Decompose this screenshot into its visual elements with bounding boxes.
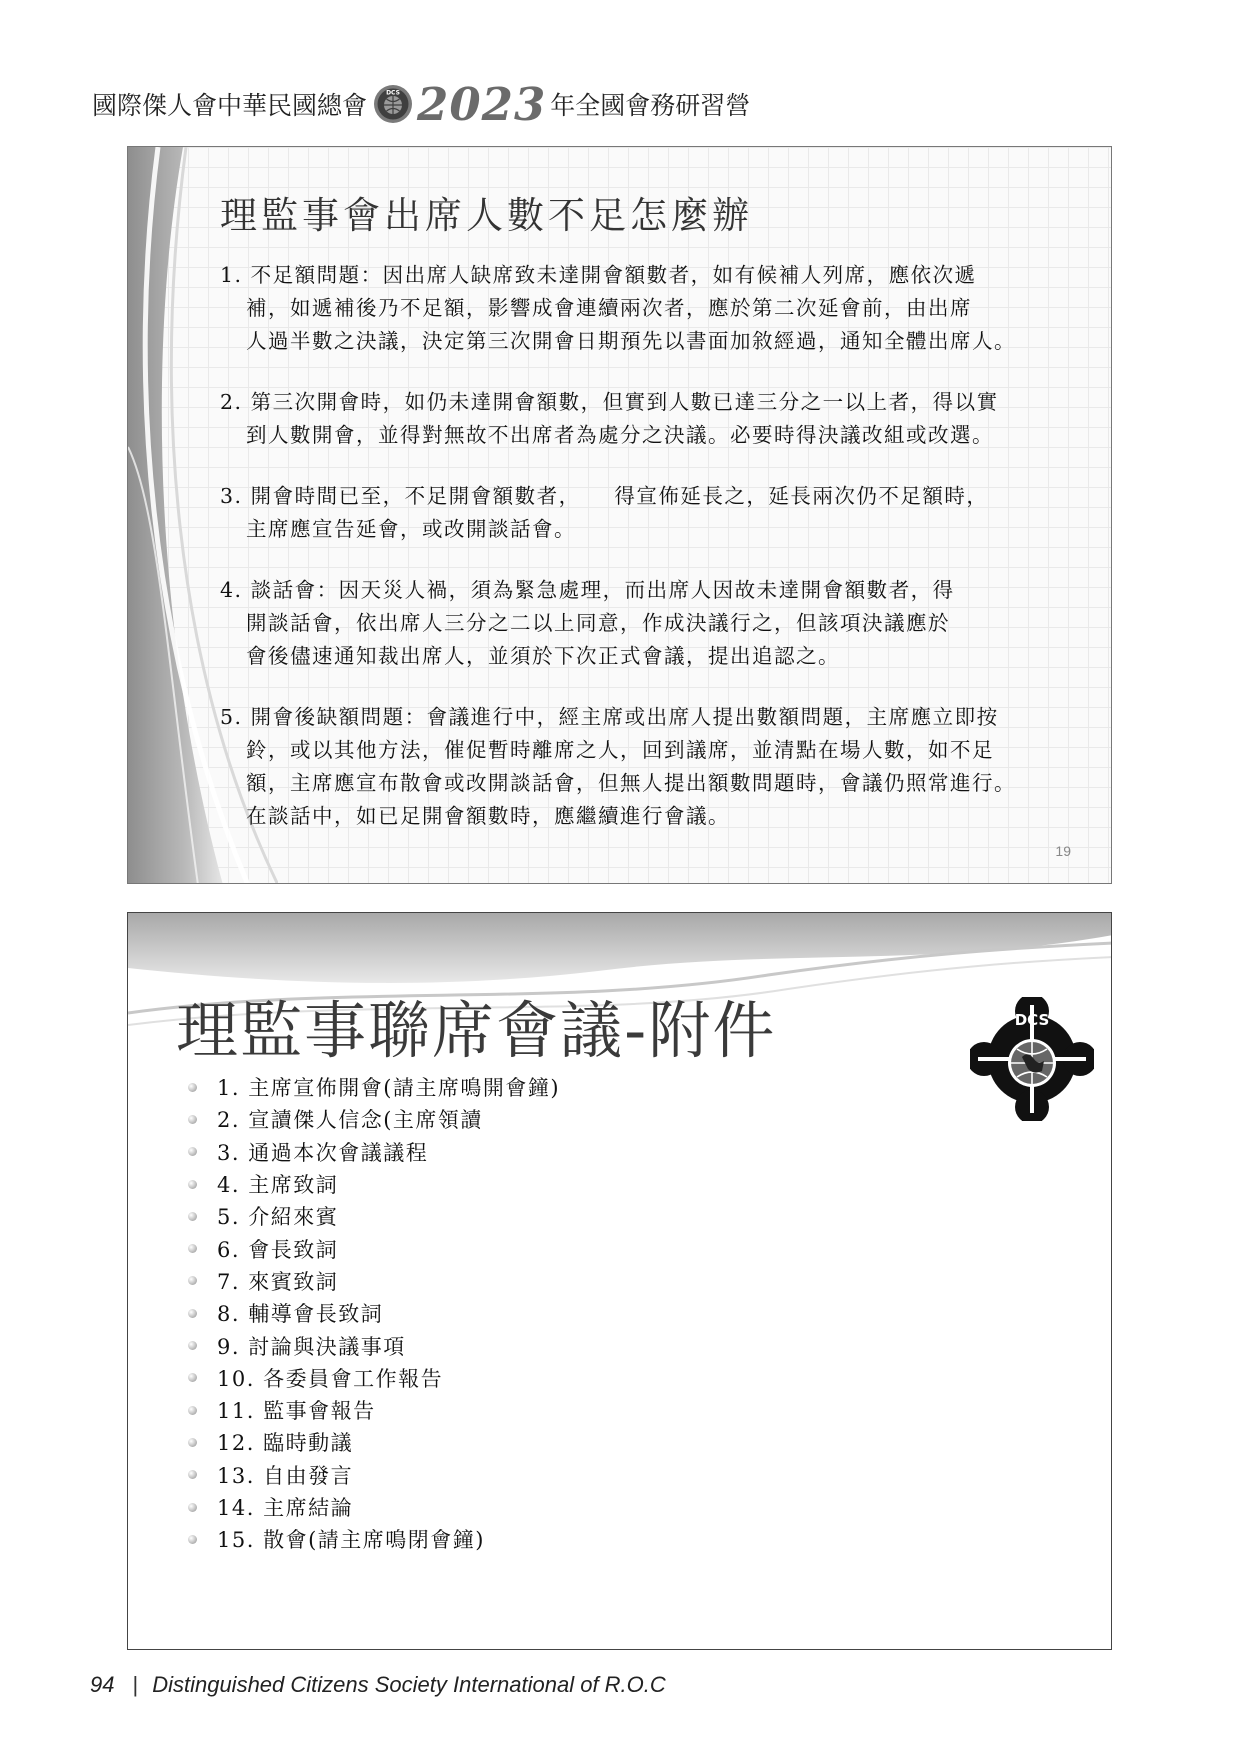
rule-line: 鈴，或以其他方法，催促暫時離席之人，回到議席，並清點在場人數，如不足 <box>246 738 994 762</box>
agenda-item-text: 10. 各委員會工作報告 <box>217 1366 444 1391</box>
bullet-icon <box>188 1115 197 1124</box>
bullet-icon <box>188 1438 197 1447</box>
bullet-icon <box>188 1180 197 1189</box>
slide-quorum-rules <box>127 146 1112 884</box>
list-item <box>220 574 1090 673</box>
bullet-icon <box>188 1147 197 1156</box>
slide-joint-meeting-agenda <box>127 912 1112 1650</box>
agenda-item-text: 15. 散會(請主席鳴閉會鐘) <box>217 1528 485 1553</box>
rule-line: 會後儘速通知裁出席人，並須於下次正式會議，提出追認之。 <box>246 644 840 668</box>
list-item <box>188 1523 560 1555</box>
list-item <box>188 1426 560 1458</box>
list-item <box>188 1136 560 1168</box>
rule-line: 額，主席應宣布散會或改開談話會，但無人提出額數問題時，會議仍照常進行。 <box>246 771 1016 795</box>
slide-title: 理監事聯席會議-附件 <box>176 994 777 1067</box>
agenda-item-text: 12. 臨時動議 <box>217 1431 354 1456</box>
agenda-item-text: 7. 來賓致詞 <box>217 1269 339 1294</box>
rule-line: 4. 談話會：因天災人禍，須為緊急處理，而出席人因故未達開會額數者，得 <box>220 578 955 602</box>
footer-page-number: 94 <box>90 1672 115 1697</box>
rule-line: 5. 開會後缺額問題：會議進行中，經主席或出席人提出數額問題，主席應立即按 <box>220 705 999 729</box>
header-logo-text: DCS <box>386 89 400 97</box>
quorum-rule-list <box>220 259 1090 861</box>
list-item <box>188 1232 560 1264</box>
agenda-item-text: 2. 宣讀傑人信念(主席領讀 <box>217 1108 483 1133</box>
rule-line: 開談話會，依出席人三分之二以上同意，作成決議行之，但該項決議應於 <box>246 611 950 635</box>
rule-line: 到人數開會，並得對無故不出席者為處分之決議。必要時得決議改組或改選。 <box>246 423 994 447</box>
header-year: 2023 <box>417 77 547 131</box>
list-item <box>188 1329 560 1361</box>
agenda-item-text: 4. 主席致詞 <box>217 1173 339 1198</box>
bullet-icon <box>188 1212 197 1221</box>
list-item <box>188 1459 560 1491</box>
list-item <box>220 386 1090 452</box>
list-item <box>188 1168 560 1200</box>
agenda-item-text: 11. 監事會報告 <box>217 1399 376 1424</box>
agenda-list <box>188 1071 560 1555</box>
rule-line: 補，如遞補後乃不足額，影響成會連續兩次者，應於第二次延會前，由出席 <box>246 296 972 320</box>
list-item <box>188 1265 560 1297</box>
list-item <box>188 1103 560 1135</box>
agenda-item-text: 3. 通過本次會議議程 <box>217 1140 429 1165</box>
dcs-logo-icon <box>373 84 413 124</box>
agenda-item-text: 1. 主席宣佈開會(請主席鳴開會鐘) <box>217 1076 561 1101</box>
list-item <box>188 1394 560 1426</box>
slide-title: 理監事會出席人數不足怎麼辦 <box>220 194 753 237</box>
page-footer <box>90 1672 666 1698</box>
bullet-icon <box>188 1373 197 1382</box>
list-item <box>220 701 1090 833</box>
bullet-icon <box>188 1244 197 1253</box>
bullet-icon <box>188 1503 197 1512</box>
bullet-icon <box>188 1406 197 1415</box>
agenda-item-text: 6. 會長致詞 <box>217 1237 339 1262</box>
bullet-icon <box>188 1276 197 1285</box>
agenda-item-text: 5. 介紹來賓 <box>217 1205 339 1230</box>
slide-page-number: 19 <box>1055 843 1071 859</box>
rule-line: 主席應宣告延會，或改開談話會。 <box>246 517 576 541</box>
bullet-icon <box>188 1083 197 1092</box>
header-org-name: 國際傑人會中華民國總會 <box>92 91 368 120</box>
list-item <box>188 1071 560 1103</box>
list-item <box>188 1362 560 1394</box>
agenda-item-text: 13. 自由發言 <box>217 1463 354 1488</box>
rule-line: 人過半數之決議，決定第三次開會日期預先以書面加敘經過，通知全體出席人。 <box>246 329 1016 353</box>
list-item <box>188 1491 560 1523</box>
list-item <box>220 259 1090 358</box>
bullet-icon <box>188 1341 197 1350</box>
agenda-item-text: 9. 討論與決議事項 <box>217 1334 406 1359</box>
rule-line: 在談話中，如已足開會額數時，應繼續進行會議。 <box>246 804 730 828</box>
agenda-item-text: 8. 輔導會長致詞 <box>217 1302 384 1327</box>
rule-line: 3. 開會時間已至，不足開會額數者， 得宣佈延長之，延長兩次仍不足額時， <box>220 484 989 508</box>
list-item <box>188 1297 560 1329</box>
bullet-icon <box>188 1470 197 1479</box>
footer-org-name: Distinguished Citizens Society International of R.O.C <box>152 1672 666 1697</box>
list-item <box>220 480 1090 546</box>
footer-separator: | <box>132 1672 139 1697</box>
agenda-item-text: 14. 主席結論 <box>217 1496 354 1520</box>
bullet-icon <box>188 1535 197 1544</box>
header-event-name: 年全國會務研習營 <box>550 91 751 120</box>
bullet-icon <box>188 1309 197 1318</box>
rule-line: 2. 第三次開會時，如仍未達開會額數，但實到人數已達三分之一以上者，得以實 <box>220 390 999 414</box>
list-item <box>188 1200 560 1232</box>
emblem-text: DCS <box>1014 1011 1050 1029</box>
rule-line: 1. 不足額問題：因出席人缺席致未達開會額數者，如有候補人列席，應依次遞 <box>220 263 977 287</box>
dcs-emblem-icon <box>970 997 1094 1121</box>
page-header <box>92 74 750 134</box>
